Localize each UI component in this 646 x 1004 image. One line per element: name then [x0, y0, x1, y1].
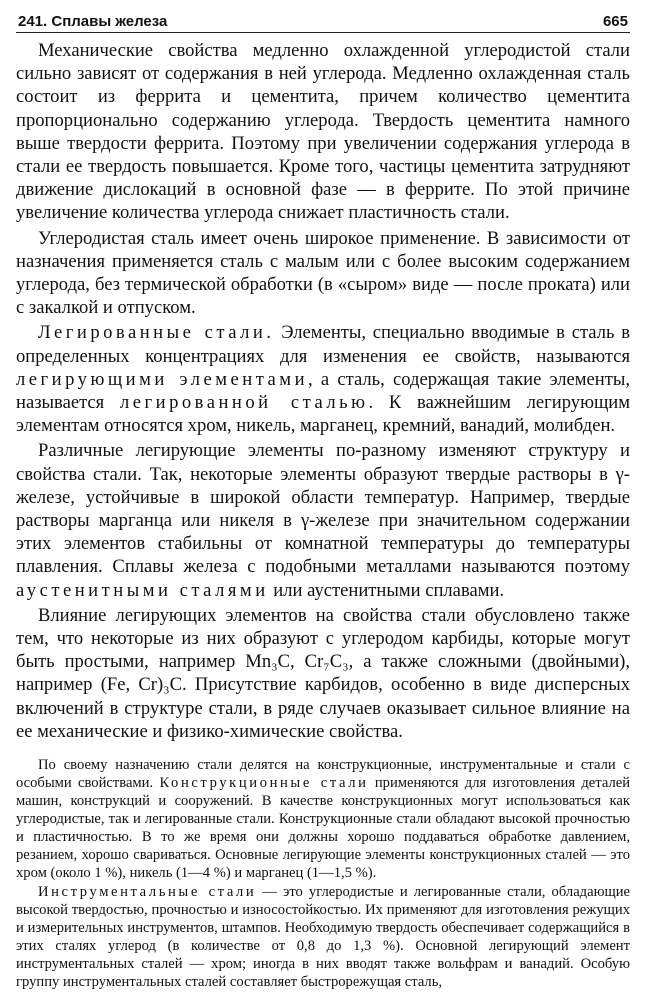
section-title: 241. Сплавы железа [18, 13, 168, 30]
book-page [0, 4, 646, 1004]
small-print-text [16, 757, 630, 992]
paragraph-structural-steels: По своему назначению стали делятся на конструкционные, инструментальные и стали с особыми свойствами. Конструкционные стали применяются для изготовления деталей машин, конструкций и сооружений. В качестве конструкционных могут использоваться как углеродистые, так и легированные стали. Конструкционные стали обладают высокой прочностью и пластичностью. В то же время они должны хорошо поддаваться обработке давлением, резанием, хорошо свариваться. Основные легирующие элементы конструкционных сталей — это хром (около 1 %), никель (1—4 %) и марганец (1—1,5 %). [16, 757, 631, 881]
paragraph-carbides: Влияние легирующих элементов на свойства стали обусловлено также тем, что некоторые из них образуют с углеродом карбиды, которые могут быть простыми, например Mn₃C, Cr₇C₃, а также сложными (двойными), например (Fe, Cr)₃C. Присутствие карбидов, особенно в виде дисперсных включений в структуре стали, в ряде случаев оказывает сильное влияние на ее механические и физико-химические свойства. [16, 604, 630, 742]
term-alloy-steels: Легированные стали. [38, 322, 275, 344]
running-header [16, 4, 630, 33]
term-alloying-elements: легирующими элементами [16, 368, 309, 390]
term-structural-steels: Конструкционные стали [159, 775, 369, 791]
paragraph-alloy-steels: Легированные стали. Элементы, специально вводимые в сталь в определенных концентрациях для изменения ее свойств, называются легирующими элементами, а сталь, содержащая такие элементы, называется легированной сталью. К важнейшим легирующим элементам относятся хром, никель, марганец, кремний, ванадий, молибден. [16, 322, 630, 437]
paragraph-tool-steels: Инструментальные стали — это углеродистые и легированные стали, обладающие высокой твердостью, прочностью и износостойкостью. Их применяют для изготовления режущих и измерительных инструментов, штампов. Необходимую твердость обеспечивает содержащийся в этих сталях углерод (в количестве от 0,8 до 1,3 %). Основной легирующий элемент инструментальных сталей — хром; иногда в них вводят также вольфрам и ванадий. Особую группу инструментальных сталей составляет быстрорежущая сталь, [16, 884, 630, 990]
paragraph-austenitic: Различные легирующие элементы по-разному изменяют структуру и свойства стали. Так, некоторые элементы образуют твердые растворы в γ-железе, устойчивые в широкой области температур. Например, твердые растворы марганца или никеля в γ-железе при значительном содержании этих элементов стабильны от комнатной температуры до температуры плавления. Сплавы железа с подобными металлами называются поэтому аустенитными сталями или аустенитными сплавами. [16, 440, 630, 601]
term-tool-steels: Инструментальные стали [38, 884, 257, 901]
paragraph-mechanical-properties: Механические свойства медленно охлажденной углеродистой стали сильно зависят от содержания в ней углерода. Медленно охлажденная сталь состоит из феррита и цементита, причем количество цементита пропорционально содержанию углерода. Твердость цементита намного выше твердости феррита. Поэтому при увеличении содержания углерода в стали ее твердость повышается. Кроме того, частицы цементита затрудняют движение дислокаций в основной фазе — в феррите. По этой причине увеличение количества углерода снижает пластичность стали. [16, 40, 630, 224]
term-alloy-steel: легированной сталью [119, 392, 369, 414]
term-austenitic-steels: аустенитными сталями [16, 579, 269, 601]
paragraph-carbon-steel-use: Углеродистая сталь имеет очень широкое применение. В зависимости от назначения применяется сталь с малым или с более высоким содержанием углерода, без термической обработки (в «сыром» виде — после проката) или с закалкой и отпуском. [16, 227, 630, 319]
main-text [16, 39, 630, 743]
page-number: 665 [602, 13, 628, 30]
page-body [16, 39, 630, 992]
